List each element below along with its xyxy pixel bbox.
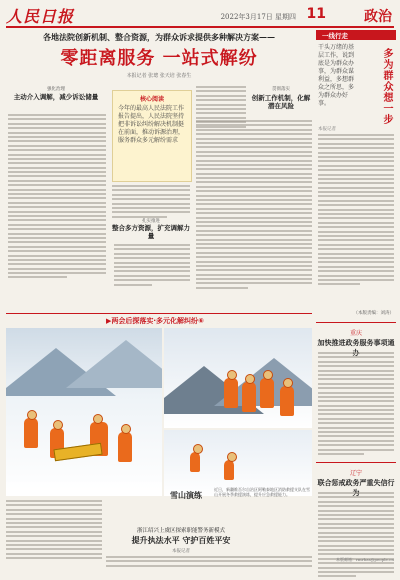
region-label-2: 辽宁 (349, 470, 362, 477)
page-footer: 本版邮箱：rmrbzz@people.cn (335, 557, 394, 562)
story-headline: 零距离服务 一站式解纷 (60, 48, 258, 69)
bottom-byline: 本报记者 (172, 549, 190, 554)
column1-heading: 主动介入调解，减少诉讼储量 (13, 93, 99, 101)
region-body-2 (318, 492, 394, 580)
sidebar-header-text: 一线行走 (322, 32, 348, 40)
sidebar (316, 30, 396, 560)
banner-text: ▶两会后探落实·多元化解纠纷⑥ (106, 317, 204, 325)
region-title-1: 加快推进政务服务事项通 (317, 338, 395, 347)
box-title: 核心阅读 (139, 96, 164, 103)
bottom-kicker: 浙江绍兴上虞区探索职能警务新模式 (136, 528, 225, 534)
divider (316, 462, 396, 463)
region-title-2: 联合惩戒政务严重失信行 (317, 478, 395, 487)
region-label-1: 重庆 (349, 330, 362, 337)
column3-label: 贯彻落实 (272, 87, 290, 92)
masthead (6, 4, 394, 28)
series-banner (6, 313, 312, 326)
sidebar-header (316, 30, 396, 40)
main-story (6, 30, 312, 560)
rescue-photo-main (6, 328, 162, 496)
column2-heading: 整合多方资源，扩充调解力量 (112, 224, 190, 240)
column2-body-top (112, 185, 190, 220)
region-body-1 (318, 352, 394, 457)
story-kicker: 各地法院创新机制、整合资源，为群众诉求提供多种解决方案—— (43, 32, 275, 42)
column3-heading: 创新工作机制，化解潜在风险 (251, 94, 311, 110)
column2-body (114, 244, 190, 288)
sidebar-intro: 干头万绪的基层工作，说到底是为群众办事，为群众谋利益，多想群众之所思，多为群众办好事。 (318, 44, 355, 107)
bottom-left-body (6, 500, 102, 561)
bottom-body (106, 556, 312, 569)
column1-body (8, 114, 106, 281)
sidebar-byline: 本报记者 (318, 127, 336, 132)
bottom-headline: 提升执法水平 守护百姓平安 (131, 535, 231, 545)
column1-label: 强化治理 (47, 87, 65, 92)
newspaper-logo: 人民日报 (6, 7, 75, 26)
sidebar-body (318, 134, 394, 288)
photo-note: 近日，新疆维吾尔自治区阿勒泰地区消防救援支队在雪山开展冬季救援演练，提升应急救援能力。 (214, 487, 310, 497)
core-reading-box (112, 90, 192, 182)
sidebar-source: （本版责编：刘涛） (353, 311, 394, 316)
issue-date: 2022年3月17日 星期四 (220, 13, 296, 21)
column3-body (196, 120, 312, 291)
rescue-photo-top-right (164, 328, 312, 428)
box-text: 今年的最高人民法院工作报告提出，人民法院坚持把非诉讼纠纷解决机制挺在前面，推动诉源治理，服务群众多元解纷需求 (118, 105, 185, 144)
sidebar-title: 多为群众想一步 (381, 48, 392, 125)
section-name: 政治 (364, 9, 392, 25)
photo-caption: 雪山演练 (170, 490, 202, 500)
story-byline: 本报记者 张璁 张天培 张春生 (126, 73, 192, 79)
column2-label: 扎实推进 (142, 219, 160, 224)
section-number: 11 (306, 6, 326, 22)
divider (316, 322, 396, 323)
